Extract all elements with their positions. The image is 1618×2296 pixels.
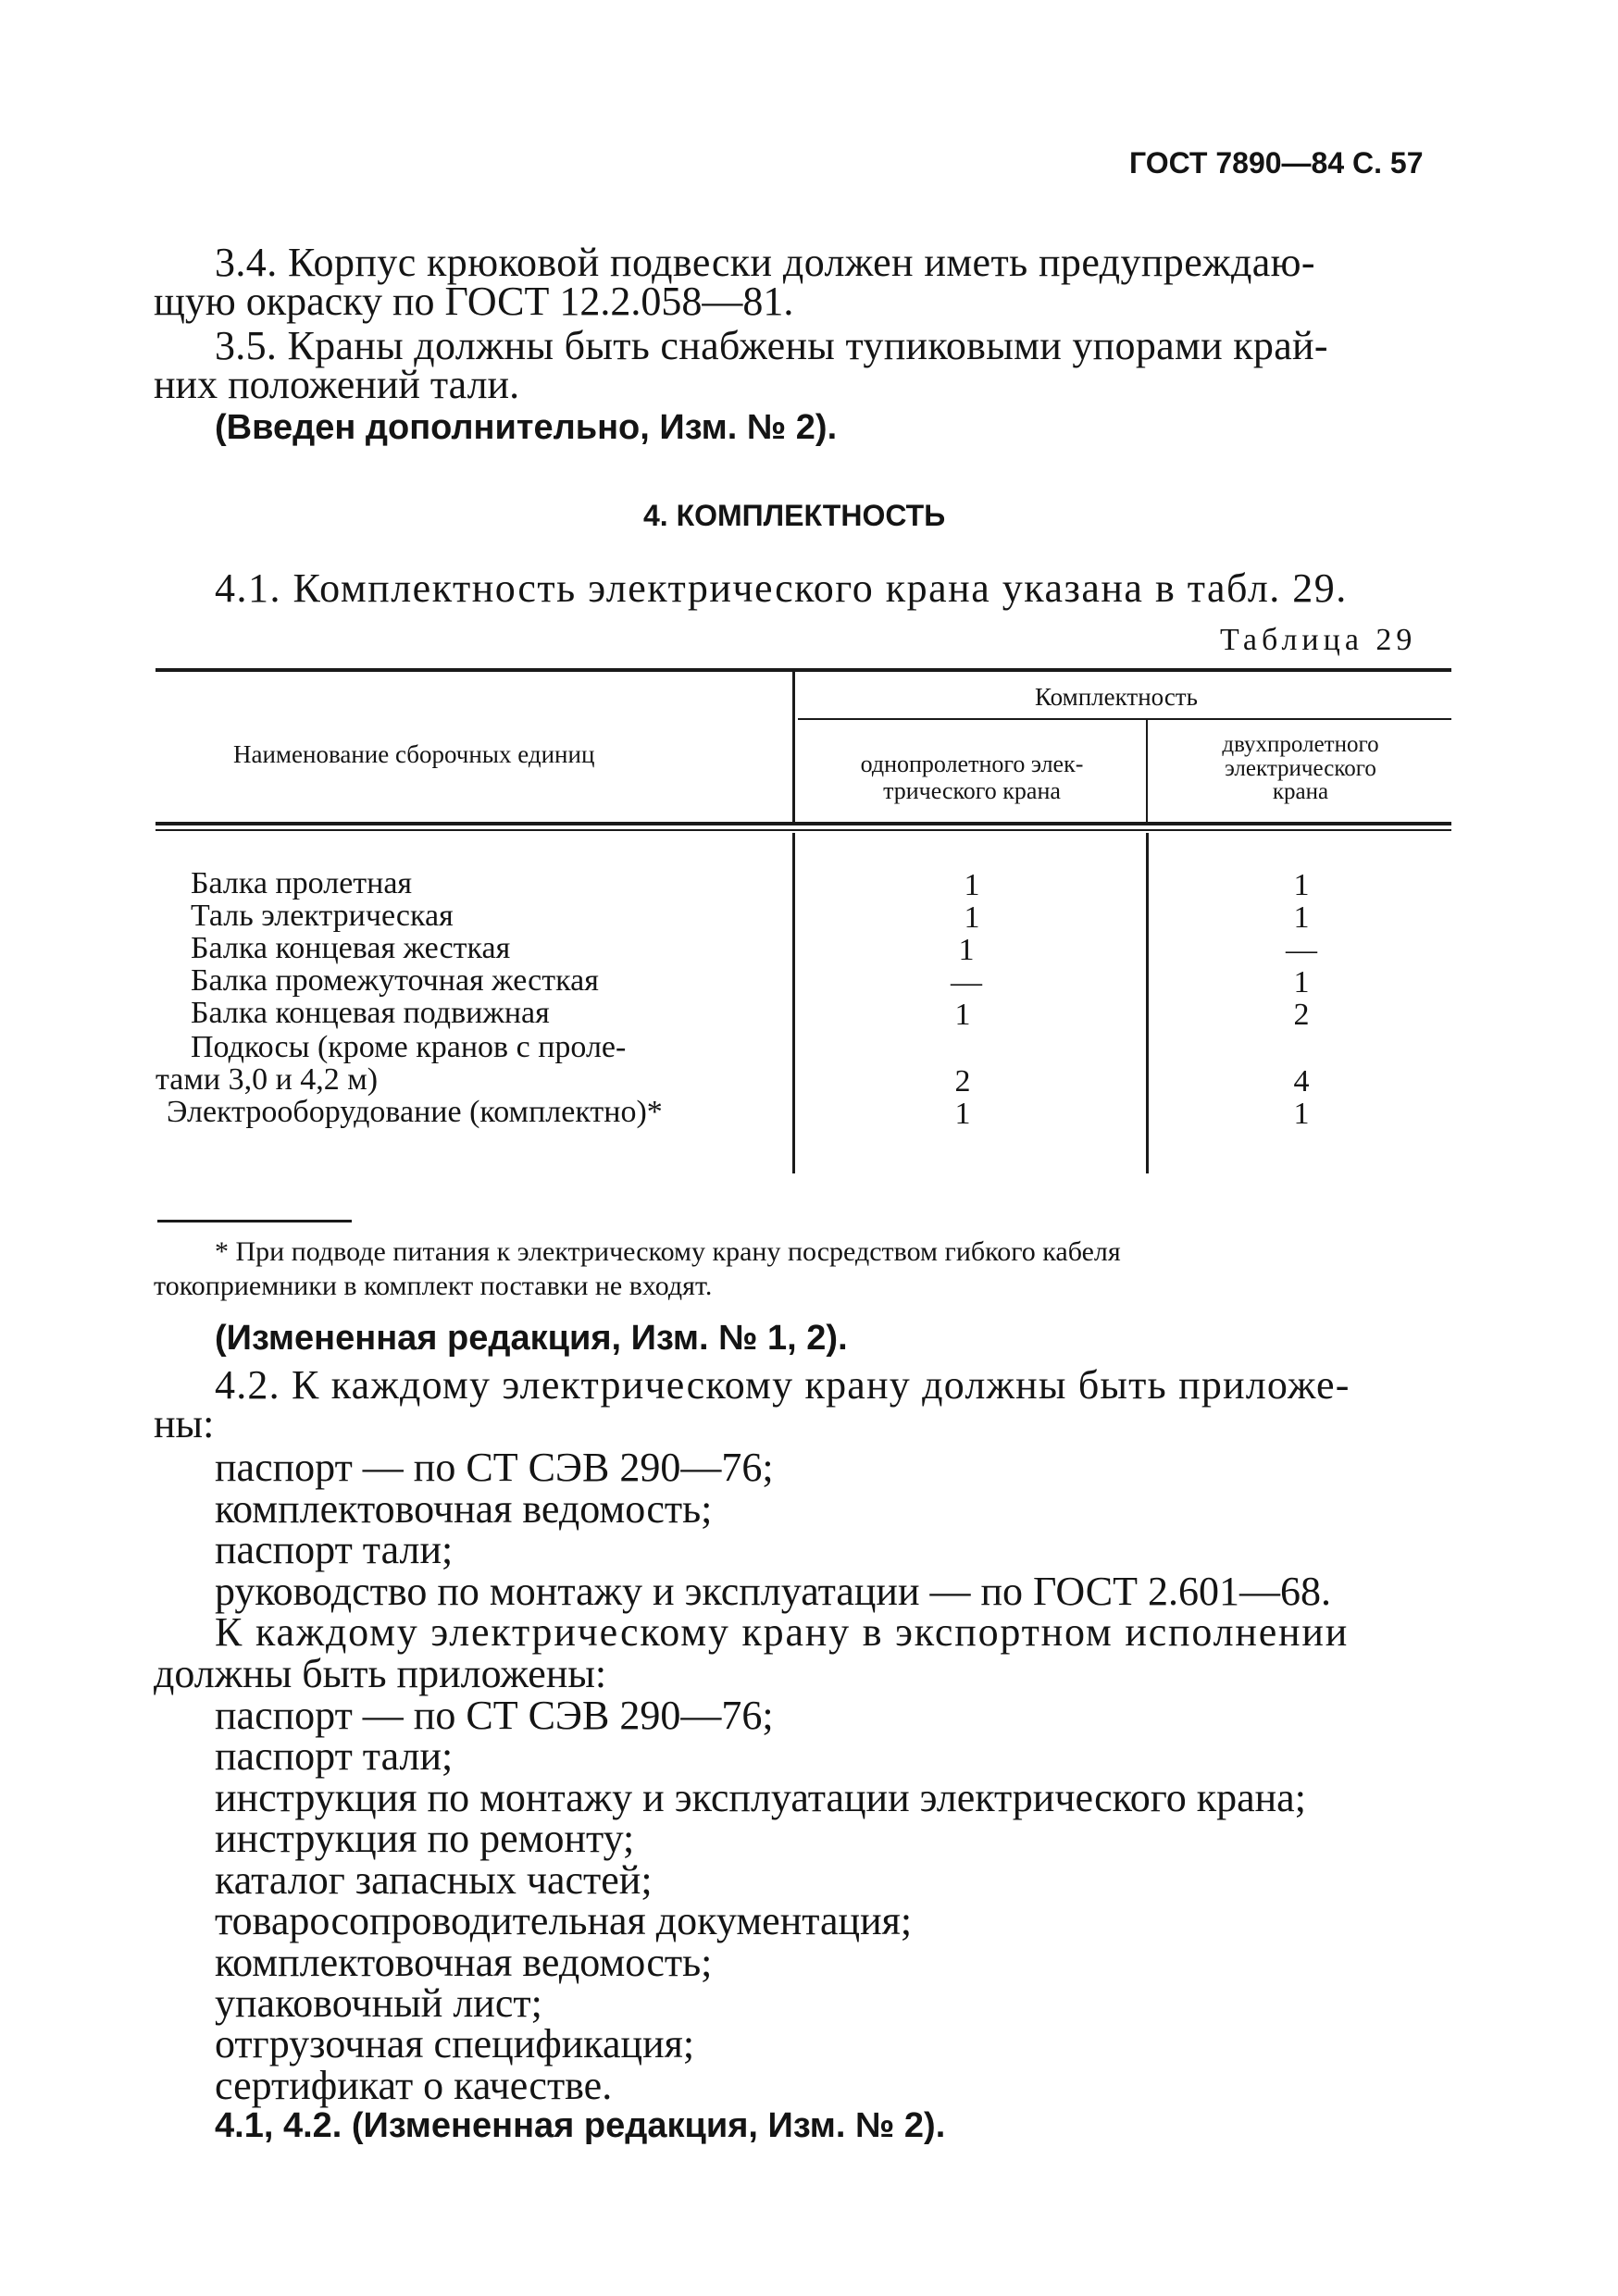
table-divider-2-body: [1146, 833, 1149, 1173]
paragraph-4-2-line-2: ны:: [154, 1401, 215, 1446]
export-paragraph-line-1: К каждому электрическому крану в экспортном исполнении: [215, 1609, 1350, 1655]
table-row-double-value: 1: [1293, 965, 1310, 999]
table-row-double-value: 1: [1293, 868, 1310, 902]
footnote-line-1: * При подводе питания к электрическому крану посредством гибкого кабеля: [215, 1236, 1121, 1267]
footnote-rule: [157, 1220, 352, 1222]
table-row-name: Таль электрическая: [191, 899, 454, 933]
table-header-double-span: [1150, 733, 1451, 804]
amendment-note-4-1: (Измененная редакция, Изм. № 1, 2).: [215, 1319, 848, 1358]
list-item: руководство по монтажу и эксплуатации — по ГОСТ 2.601—68.: [215, 1569, 1331, 1614]
list-item: сертификат о качестве.: [215, 2063, 613, 2108]
list-item: паспорт тали;: [215, 1527, 454, 1572]
list-item: инструкция по монтажу и эксплуатации электрического крана;: [215, 1775, 1306, 1820]
table-row-single-value: —: [951, 965, 982, 999]
table-header-name: Наименование сборочных единиц: [233, 740, 595, 768]
paragraph-3-4-line-2: щую окраску по ГОСТ 12.2.058—81.: [154, 279, 794, 324]
running-head: ГОСТ 7890—84 С. 57: [1129, 146, 1424, 180]
list-item: паспорт тали;: [215, 1733, 454, 1779]
table-header-group: Комплектность: [1035, 683, 1198, 711]
table-subheader-rule: [798, 718, 1451, 720]
list-item: паспорт — по СТ СЭВ 290—76;: [215, 1693, 774, 1738]
table-caption: Таблица 29: [1220, 623, 1417, 657]
table-row-name: Балка концевая жесткая: [191, 931, 511, 965]
list-item: паспорт — по СТ СЭВ 290—76;: [215, 1445, 774, 1490]
table-row-single-value: 1: [964, 868, 980, 902]
paragraph-3-5-line-1: 3.5. Краны должны быть снабжены тупиковыми упорами край-: [215, 323, 1328, 368]
table-divider-1-body: [792, 833, 795, 1173]
table-row-name: Балка пролетная: [191, 866, 413, 900]
table-row-double-value: 4: [1293, 1064, 1310, 1098]
amendment-note-3: (Введен дополнительно, Изм. № 2).: [215, 408, 838, 447]
table-row-double-value: 1: [1293, 1097, 1310, 1131]
export-paragraph-line-2: должны быть приложены:: [154, 1651, 607, 1696]
table-header-double-span-line-1: двухпролетного: [1222, 732, 1379, 757]
table-row-name: Подкосы (кроме кранов с проле-: [191, 1030, 627, 1064]
table-row-single-value: 1: [958, 933, 975, 967]
list-item: комплектовочная ведомость;: [215, 1940, 713, 1985]
footnote-line-2: токоприемники в комплект поставки не входят.: [154, 1271, 713, 1301]
list-item: товаросопроводительная документация;: [215, 1898, 913, 1943]
table-row-double-value: 2: [1293, 998, 1310, 1032]
table-row-double-value: 1: [1293, 900, 1310, 935]
table-divider-2-header: [1146, 720, 1148, 824]
table-row-single-value: 1: [954, 1097, 971, 1131]
table-row-single-value: 1: [954, 998, 971, 1032]
list-item: комплектовочная ведомость;: [215, 1486, 713, 1532]
table-divider-1-header: [792, 672, 795, 824]
table-header-bottom-rule: [156, 822, 1451, 825]
table-row-single-value: 1: [964, 900, 980, 935]
paragraph-4-2-line-1: 4.2. К каждому электрическому крану должны быть приложе-: [215, 1362, 1350, 1408]
table-row-name: Балка промежуточная жесткая: [191, 963, 599, 998]
table-header-single-span-line-2: трического крана: [883, 776, 1061, 804]
table-row-name: Балка концевая подвижная: [191, 996, 550, 1030]
list-item: инструкция по ремонту;: [215, 1816, 635, 1861]
table-header-bottom-rule-2: [156, 829, 1451, 831]
list-item: отгрузочная спецификация;: [215, 2021, 695, 2066]
paragraph-4-1: 4.1. Комплектность электрического крана указана в табл. 29.: [215, 565, 1348, 611]
table-header-single-span: [798, 751, 1146, 804]
table-row-single-value: 2: [954, 1064, 971, 1098]
amendment-note-4-2: 4.1, 4.2. (Измененная редакция, Изм. № 2).: [215, 2106, 946, 2145]
table-header-single-span-line-1: однопролетного элек-: [860, 751, 1084, 777]
paragraph-3-4-line-1: 3.4. Корпус крюковой подвески должен иметь предупреждаю-: [215, 240, 1315, 285]
paragraph-3-5-line-2: них положений тали.: [154, 362, 520, 407]
table-row-name: Электрооборудование (комплектно)*: [167, 1095, 663, 1129]
section-4-heading: 4. КОМПЛЕКТНОСТЬ: [643, 499, 946, 532]
table-row-double-value: —: [1286, 933, 1317, 967]
table-top-rule: [156, 668, 1451, 672]
table-header-double-span-line-3: крана: [1272, 779, 1329, 804]
list-item: каталог запасных частей;: [215, 1857, 653, 1903]
list-item: упаковочный лист;: [215, 1980, 542, 2026]
table-row-name: тами 3,0 и 4,2 м): [156, 1062, 379, 1097]
table-header-double-span-line-2: электрического: [1225, 755, 1376, 781]
